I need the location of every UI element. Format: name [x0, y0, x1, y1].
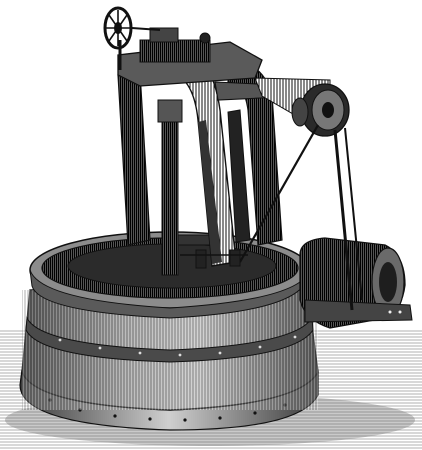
electric-motor: [300, 238, 412, 328]
top-crossbeam: [118, 28, 262, 86]
frame-left-leg: [118, 72, 150, 245]
